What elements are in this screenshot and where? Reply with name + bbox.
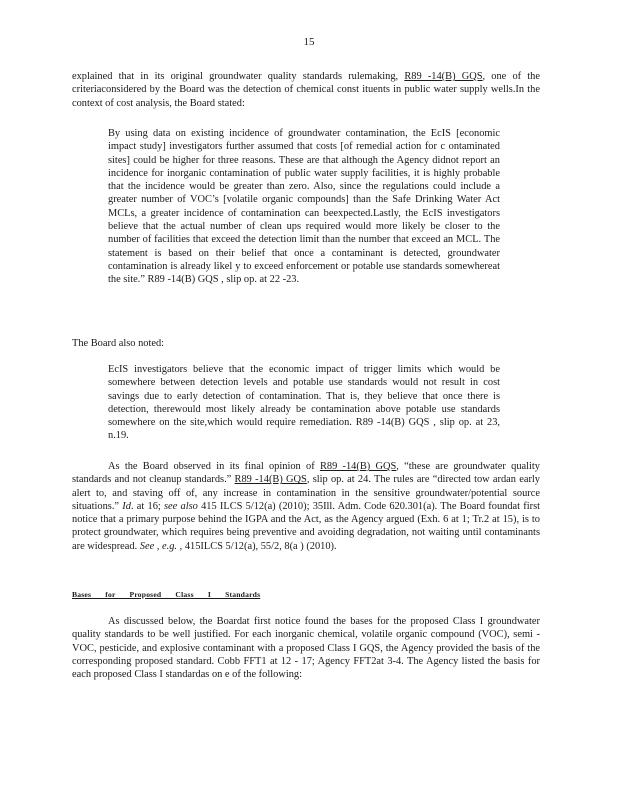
page-number: 15 <box>303 36 315 48</box>
citation-link-2: R89 -14(B) GQS <box>234 474 307 486</box>
p3-text-a: As the Board observed in its final opinion of <box>108 461 320 472</box>
paragraph-1 <box>72 70 540 110</box>
eg-signal: e.g. <box>162 540 178 552</box>
id-signal: Id <box>122 500 131 512</box>
citation-link-1: R89 -14(B) GQS <box>319 461 397 472</box>
p1-text-b: , one of the criteriaconsidered by the Board was the detection of chemical const ituents in public water supply wells.In the context of cost analysis, the Board stated: <box>72 71 540 109</box>
citation-link: R89 -14(B) GQS <box>404 71 483 82</box>
paragraph-3 <box>72 460 540 553</box>
p3-text-d: . at 16; <box>130 500 165 512</box>
section-heading: Bases for Proposed Class I Standards <box>72 590 261 599</box>
paragraph-4: As discussed below, the Boardat first notice found the bases for the proposed Class I groundwater quality standards to be well justified. For each inorganic chemical, volatile organic compound (VOC), semi - VOC, pesticide, and explosive contaminant with a proposed Class I GQS, the Agency provided the basis of the corresponding proposed standard. Cobb FFT1 at 12 - 17; Agency FFT2at 3-4. The Agency listed the basis for each proposed Class I standardas on e of the following: <box>72 616 540 681</box>
see-also-signal: see also <box>164 500 198 512</box>
paragraph-2: The Board also noted: <box>72 338 165 349</box>
p3-text-b: , “these are groundwater quality standards and not cleanup standards.” <box>72 461 540 486</box>
block-quote-1: By using data on existing incidence of groundwater contamination, the EcIS [economic impact study] investigators further assumed that costs [of remedial action for c ontaminated sites] could be higher for three reasons. These are that although the Agency didnot report an incidence for inorganic contamination of public water supply facilities, it is highly probable that the incidence would be greater than zero. Also, since the regulations could include a greater number of VOC’s [volatile organic compounds] than the Safe Drinking Water Act MCLs, a greater incidence of contamination can beexpected.Lastly, the EcIS investigators believe that the actual number of clean ups required would more likely be closer to the number of facilities that exceed the detection limit than the number that exceed an MCL. The statement is based on their belief that once a contaminant is detected, groundwater contamination is already likel y to exceed enforcement or potable use standards somewhereat the site.” R89 -14(B) GQS , slip op. at 22 -23. <box>108 128 500 286</box>
see-signal: See <box>139 540 155 552</box>
p3-text-c: , slip op. at 24. The rules are “directed tow ardan early alert to, and staving off of, any increase in contamination in the sensitive groundwater/potential source situations.” <box>72 474 540 512</box>
block-quote-2: EcIS investigators believe that the economic impact of trigger limits which would be somewhere between detection levels and potable use standards would not result in cost savings due to early detection of contamination. That is, they believe that once there is detection, therewould most likely already be contamination above potable use standards somewhere on the site,which would require remediation. R89 -14(B) GQS , slip op. at 23, n.19. <box>108 364 500 442</box>
p3-text-f: , <box>154 540 163 552</box>
p3-text-e: 415 ILCS 5/12(a) (2010); 35Ill. Adm. Code 620.301(a). The Board foundat first notice that a primary purpose behind the IGPA and the Act, as the Agency argued (Exh. 6 at 1; Tr.2 at 15), is to protect groundwater, which requires being preventive and avoiding degradation, not waiting until contaminants are widespread. <box>72 500 541 552</box>
p3-text-g: , 415ILCS 5/12(a), 55/2, 8(a ) (2010). <box>177 540 337 552</box>
p1-text-a: explained that in its original groundwater quality standards rulemaking, <box>72 71 405 82</box>
